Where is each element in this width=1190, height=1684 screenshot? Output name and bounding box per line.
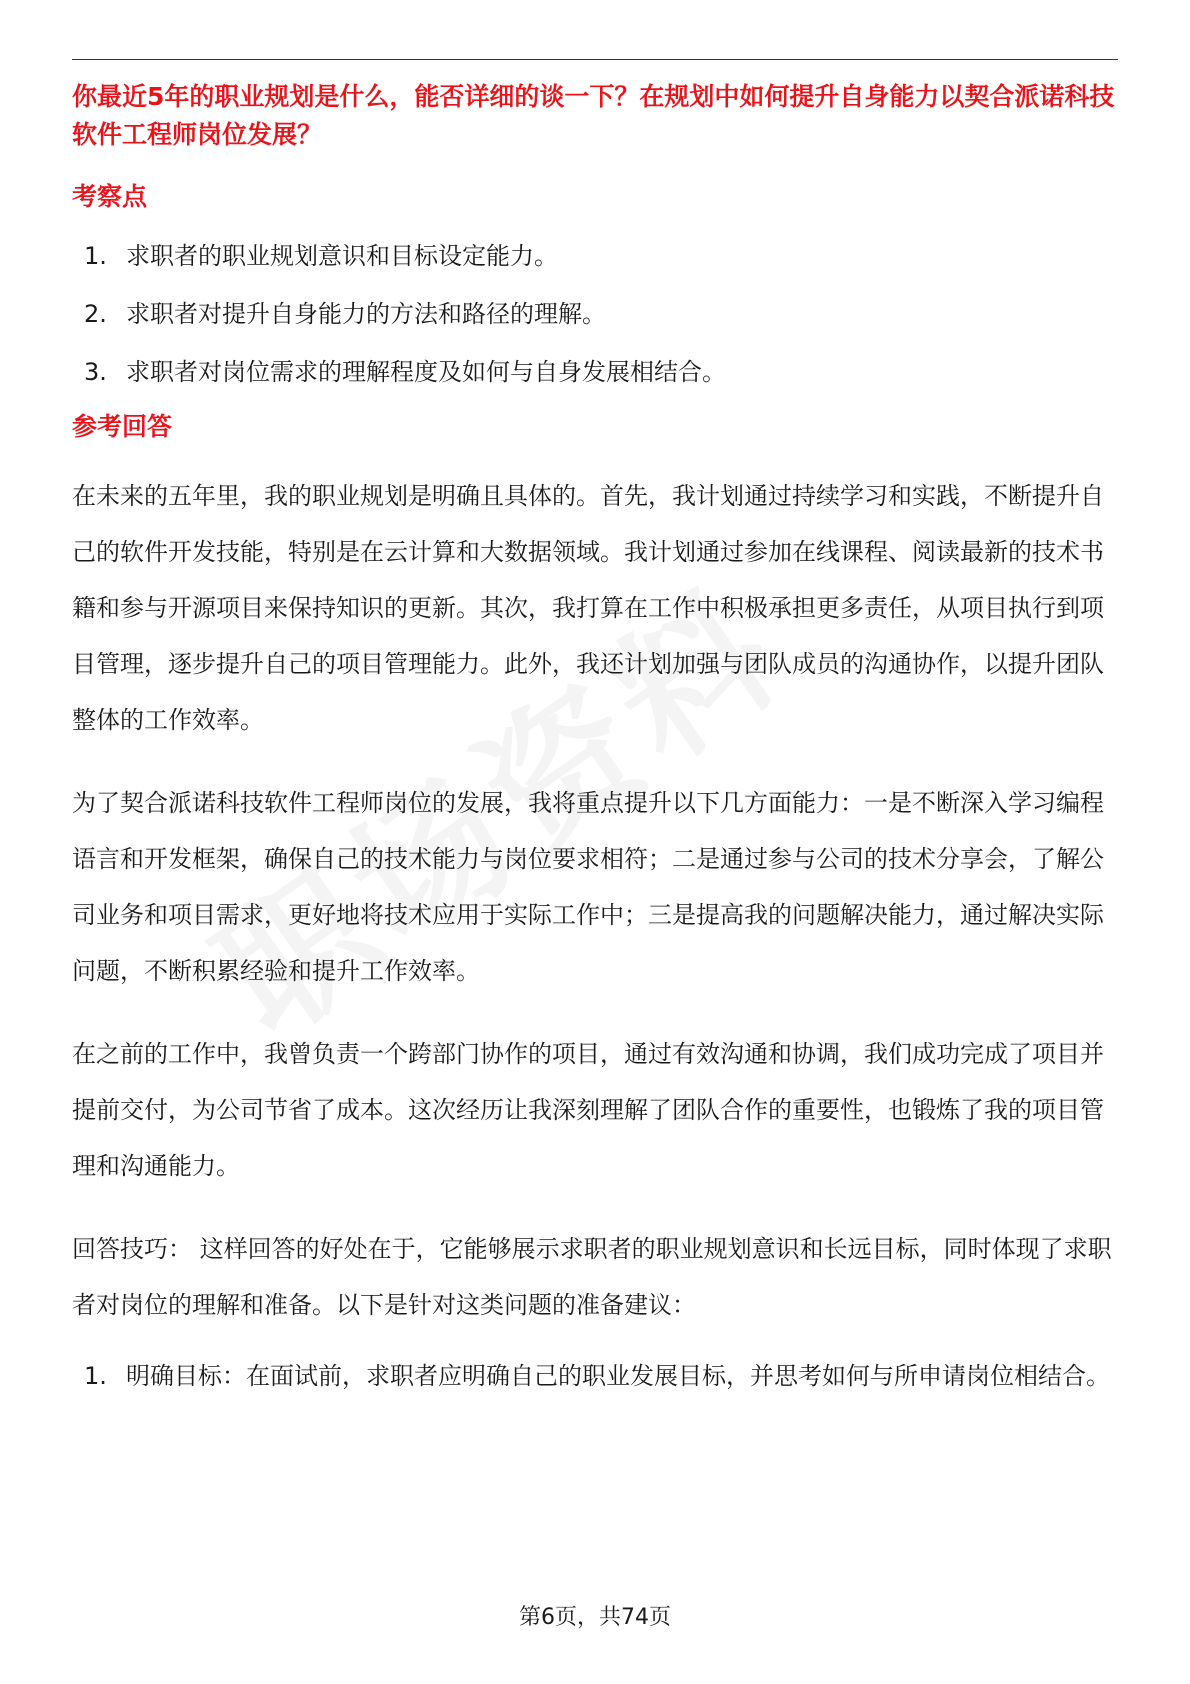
list-item: 1. 明确目标：在面试前，求职者应明确自己的职业发展目标，并思考如何与所申请岗位相结合。 [84,1362,1110,1390]
header-rule [72,59,1118,60]
tips-list [72,1349,1118,1404]
answer-paragraph-1: 在未来的五年里，我的职业规划是明确且具体的。首先，我计划通过持续学习和实践，不断提升自己的软件开发技能，特别是在云计算和大数据领域。我计划通过参加在线课程、阅读最新的技术书籍和参与开源项目来保持知识的更新。其次，我打算在工作中积极承担更多责任，从项目执行到项目管理，逐步提升自己的项目管理能力。此外，我还计划加强与团队成员的沟通协作，以提升团队整体的工作效率。 [72,482,1104,734]
page-number: 第6页，共74页 [519,1605,671,1630]
tips-paragraph: 回答技巧： 这样回答的好处在于，它能够展示求职者的职业规划意识和长远目标，同时体现了求职者对岗位的理解和准备。以下是针对这类问题的准备建议： [72,1235,1112,1319]
section-title-points: 考察点 [72,182,148,211]
question-heading: 你最近5年的职业规划是什么，能否详细的谈一下？在规划中如何提升自身能力以契合派诺科技软件工程师岗位发展？ [72,82,1115,149]
document-body [72,78,1118,1404]
list-item: 1. 求职者的职业规划意识和目标设定能力。 [84,242,558,270]
answer-paragraph-2: 为了契合派诺科技软件工程师岗位的发展，我将重点提升以下几方面能力：一是不断深入学习编程语言和开发框架，确保自己的技术能力与岗位要求相符；二是通过参与公司的技术分享会，了解公司业务和项目需求，更好地将技术应用于实际工作中；三是提高我的问题解决能力，通过解决实际问题，不断积累经验和提升工作效率。 [72,789,1104,985]
points-list [72,236,1118,392]
list-item: 2. 求职者对提升自身能力的方法和路径的理解。 [84,300,606,328]
answer-paragraph-3: 在之前的工作中，我曾负责一个跨部门协作的项目，通过有效沟通和协调，我们成功完成了项目并提前交付，为公司节省了成本。这次经历让我深刻理解了团队合作的重要性，也锻炼了我的项目管理和沟通能力。 [72,1040,1104,1180]
section-title-answer: 参考回答 [72,412,173,441]
list-item: 3. 求职者对岗位需求的理解程度及如何与自身发展相结合。 [84,358,726,386]
